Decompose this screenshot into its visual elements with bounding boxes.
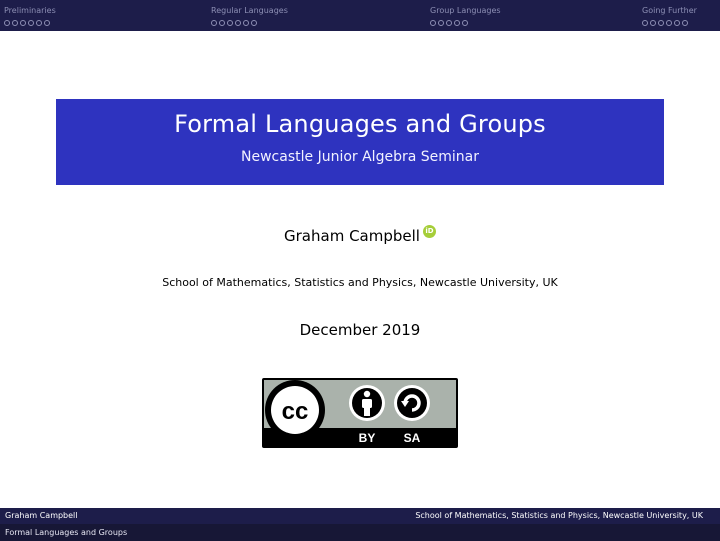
presentation-title: Formal Languages and Groups bbox=[174, 110, 546, 138]
footer-institute: School of Mathematics, Statistics and Physics, Newcastle University, UK bbox=[415, 511, 703, 520]
slide-dots bbox=[642, 20, 688, 26]
date: December 2019 bbox=[299, 321, 421, 339]
share-alike-icon bbox=[394, 385, 430, 421]
by-label: BY bbox=[358, 431, 376, 445]
slide-dots bbox=[430, 20, 468, 26]
slide-dot[interactable] bbox=[4, 20, 10, 26]
nav-label[interactable]: Going Further bbox=[642, 6, 697, 15]
footer-author: Graham Campbell bbox=[5, 511, 78, 520]
title-block bbox=[56, 99, 664, 185]
author-name: Graham Campbell bbox=[284, 227, 420, 245]
nav-label[interactable]: Regular Languages bbox=[211, 6, 288, 15]
slide-dot[interactable] bbox=[430, 20, 436, 26]
slide-dot[interactable] bbox=[650, 20, 656, 26]
attribution-person-icon bbox=[349, 385, 385, 421]
section-navigation-bar bbox=[0, 0, 720, 31]
footer-title: Formal Languages and Groups bbox=[5, 528, 128, 537]
slide-dot[interactable] bbox=[658, 20, 664, 26]
slide-dots bbox=[4, 20, 50, 26]
slide-dot[interactable] bbox=[462, 20, 468, 26]
slide-dot[interactable] bbox=[219, 20, 225, 26]
nav-label[interactable]: Group Languages bbox=[430, 6, 501, 15]
footer-title-bar bbox=[0, 524, 720, 541]
slide-dot[interactable] bbox=[12, 20, 18, 26]
slide-dot[interactable] bbox=[235, 20, 241, 26]
slide-dot[interactable] bbox=[674, 20, 680, 26]
institute: School of Mathematics, Statistics and Physics, Newcastle University, UK bbox=[162, 276, 558, 289]
slide-dot[interactable] bbox=[666, 20, 672, 26]
slide-dot[interactable] bbox=[227, 20, 233, 26]
cc-icon-text: cc bbox=[281, 398, 309, 425]
slide-dot[interactable] bbox=[454, 20, 460, 26]
slide-dot[interactable] bbox=[36, 20, 42, 26]
slide-dot[interactable] bbox=[642, 20, 648, 26]
slide-dot[interactable] bbox=[28, 20, 34, 26]
slide-dot[interactable] bbox=[682, 20, 688, 26]
slide-dot[interactable] bbox=[44, 20, 50, 26]
slide-dot[interactable] bbox=[438, 20, 444, 26]
slide-dot[interactable] bbox=[251, 20, 257, 26]
author bbox=[0, 225, 720, 245]
slide-dot[interactable] bbox=[243, 20, 249, 26]
slide-dot[interactable] bbox=[211, 20, 217, 26]
nav-label[interactable]: Preliminaries bbox=[4, 6, 56, 15]
cc-by-sa-license-icon bbox=[262, 378, 458, 448]
orcid-icon[interactable]: iD bbox=[423, 225, 436, 238]
presentation-subtitle: Newcastle Junior Algebra Seminar bbox=[241, 149, 479, 165]
slide-dot[interactable] bbox=[446, 20, 452, 26]
slide-dots bbox=[211, 20, 257, 26]
slide-dot[interactable] bbox=[20, 20, 26, 26]
sa-label: SA bbox=[403, 431, 421, 445]
footer-bar bbox=[0, 508, 720, 524]
